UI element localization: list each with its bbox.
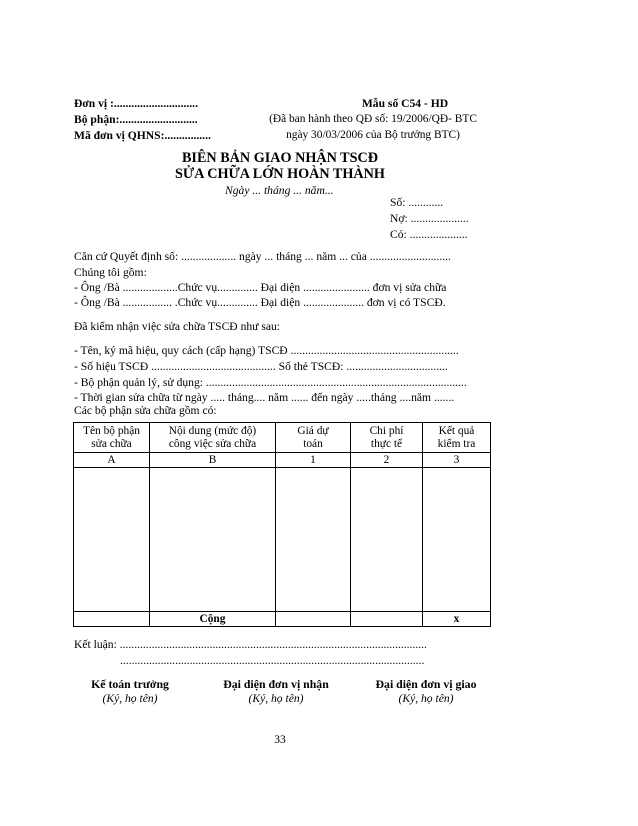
owner-unit-rep-line: - Ông /Bà ................. .Chức vụ.............. Đại diện ..................... đơn vị có TSCĐ. <box>74 296 446 309</box>
repair-period-line: - Thời gian sửa chữa từ ngày ..... tháng.... năm ...... đến ngày .....tháng ....năm ....... <box>74 391 455 404</box>
can-cu-line: Căn cứ Quyết định số: ................... ngày ... tháng ... năm ... của ............................ <box>74 250 451 263</box>
document-date: Ngày ... tháng ... năm... <box>225 184 334 197</box>
signature-sub-chief-accountant: (Ký, họ tên) <box>102 692 158 705</box>
issuance-note-line1: (Đã ban hành theo QĐ số: 19/2006/QĐ- BTC <box>269 113 477 125</box>
signature-title-giver: Đại diện đơn vị giao <box>375 677 477 691</box>
header-cell-actual-cost: Chi phí thực tế <box>351 423 423 453</box>
conclusion-line1: Kết luận: .......................................................................................................... <box>74 638 427 651</box>
header-cell-content: Nội dung (mức độ) công việc sửa chữa <box>150 423 276 453</box>
body-cell <box>423 468 491 612</box>
repair-parts-intro-line: Các bộ phận sửa chữa gồm có: <box>74 404 217 417</box>
code-cell: 1 <box>276 453 351 468</box>
body-cell <box>150 468 276 612</box>
code-cell: A <box>74 453 150 468</box>
code-cell: 2 <box>351 453 423 468</box>
repair-unit-rep-line: - Ông /Bà ...................Chức vụ.............. Đại diện ....................... đơn vị sửa chữa <box>74 281 447 294</box>
total-label: Cộng <box>150 612 276 627</box>
signature-title-receiver: Đại diện đơn vị nhận <box>223 677 329 691</box>
da-kiem-nhan-line: Đã kiểm nhận việc sửa chữa TSCĐ như sau: <box>74 320 281 333</box>
asset-name-line: - Tên, ký mã hiệu, quy cách (cấp hạng) TSCĐ .......................................................... <box>74 344 459 357</box>
body-cell <box>74 468 150 612</box>
table-header-row <box>74 423 491 453</box>
bo-phan-field: Bộ phận:........................... <box>74 113 198 126</box>
chung-toi-line: Chúng tôi gồm: <box>74 266 147 279</box>
document-title-line1: BIÊN BẢN GIAO NHẬN TSCĐ <box>181 150 379 166</box>
repair-parts-table <box>73 422 491 627</box>
asset-number-line: - Số hiệu TSCĐ ........................................... Số thẻ TSCĐ: ................................... <box>74 360 448 373</box>
code-cell: 3 <box>423 453 491 468</box>
signature-sub-receiver: (Ký, họ tên) <box>248 692 304 705</box>
don-vi-field: Đơn vị :............................. <box>74 97 198 110</box>
header-cell-result: Kết quả kiểm tra <box>423 423 491 453</box>
no-field: Nợ: .................... <box>390 212 469 225</box>
total-mark: x <box>423 612 491 627</box>
table-code-row <box>74 453 491 468</box>
page-number: 33 <box>274 733 286 746</box>
form-number: Mẫu số C54 - HD <box>361 97 449 110</box>
ma-don-vi-field: Mã đơn vị QHNS:................ <box>74 129 211 142</box>
issuance-note-line2: ngày 30/03/2006 của Bộ trưởng BTC) <box>286 129 460 141</box>
document-title-line2: SỬA CHỮA LỚN HOÀN THÀNH <box>175 166 385 182</box>
conclusion-line2: ......................................................................................................... <box>120 654 425 667</box>
signature-title-chief-accountant: Kế toán trưởng <box>91 677 169 691</box>
co-field: Có: .................... <box>390 228 468 241</box>
body-cell <box>276 468 351 612</box>
header-cell-part-name: Tên bộ phận sửa chữa <box>74 423 150 453</box>
header-cell-estimate: Giá dự toán <box>276 423 351 453</box>
total-cell-empty <box>276 612 351 627</box>
signature-sub-giver: (Ký, họ tên) <box>398 692 454 705</box>
so-field: Số: ............ <box>390 196 444 209</box>
code-cell: B <box>150 453 276 468</box>
body-cell <box>351 468 423 612</box>
total-cell-empty <box>74 612 150 627</box>
managing-dept-line: - Bộ phận quản lý, sử dụng: .......................................................................................... <box>74 376 467 389</box>
table-body-row <box>74 468 491 612</box>
total-cell-empty <box>351 612 423 627</box>
table-total-row <box>74 612 491 627</box>
